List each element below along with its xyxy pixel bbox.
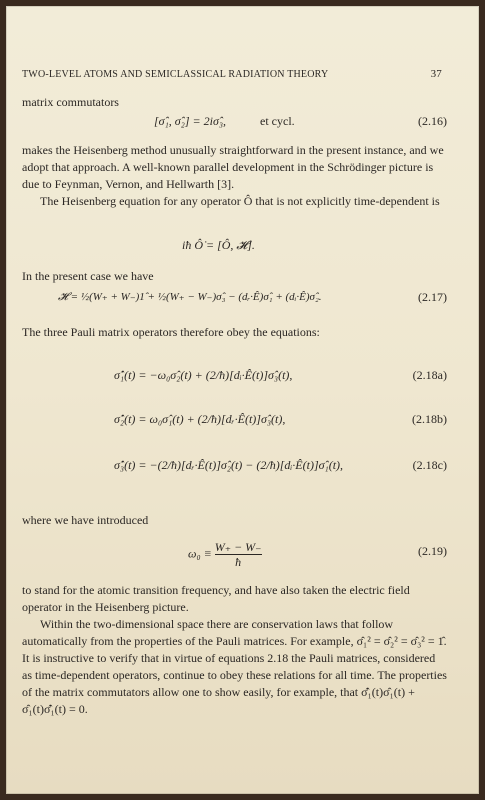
equation-2-18a-number: (2.18a): [412, 368, 447, 382]
equation-2-18c-number: (2.18c): [412, 458, 447, 472]
running-header: [22, 68, 442, 86]
equation-2-18a: [22, 368, 447, 390]
equation-2-19-numerator: W₊ − W₋: [214, 540, 262, 554]
paragraph-heisenberg-equation-intro: The Heisenberg equation for any operator Ô that is not explicitly time-dependent is: [40, 194, 440, 208]
page-number: 37: [430, 68, 442, 80]
equation-2-19: [22, 534, 447, 574]
paragraph-pauli-equations: The three Pauli matrix operators therefore obey the equations:: [22, 325, 320, 339]
paragraph-heisenberg-method: makes the Heisenberg method unusually straightforward in the present instance, and we adopt that approach. A well-known parallel development in the Schrödinger picture is due to Feynman, Vernon, and Hellwarth [3].: [22, 143, 444, 191]
book-page: [6, 6, 479, 794]
equation-2-19-lhs: ω₀ ≡: [188, 546, 212, 561]
paragraph-present-case: In the present case we have: [22, 269, 154, 283]
equation-2-17: [22, 290, 447, 312]
paragraph-transition-frequency: to stand for the atomic transition frequency, and have also taken the electric field operator in the Heisenberg picture.: [22, 583, 410, 614]
equation-2-18c-expr: σ̂̇₃(t) = −(2/ħ)[dᵣ·Ê(t)]σ̂₂(t) − (2/ħ)[dᵢ·Ê(t)]σ̂₁(t),: [114, 458, 344, 472]
equation-2-19-fraction: [215, 540, 262, 569]
equation-2-16-expr: [σ̂₁, σ̂₂] = 2iσ̂₃,: [154, 114, 227, 128]
equation-2-18b-number: (2.18b): [412, 412, 447, 426]
header-title: TWO-LEVEL ATOMS AND SEMICLASSICAL RADIATION THEORY: [22, 69, 329, 80]
equation-heisenberg: [22, 238, 447, 260]
equation-2-19-denominator: ħ: [235, 555, 242, 569]
paragraph-commutators: matrix commutators: [22, 95, 119, 109]
equation-2-17-expr: 𝓗 = ½(W₊ + W₋)1̂ + ½(W₊ − W₋)σ̂₃ − (dᵣ·Ê)σ̂₁ + (dᵢ·Ê)σ̂₂.: [58, 291, 322, 303]
equation-2-19-number: (2.19): [418, 544, 447, 558]
paragraph-introduced: where we have introduced: [22, 513, 149, 527]
equation-2-16: [22, 114, 447, 136]
equation-2-16-note: et cycl.: [260, 114, 295, 128]
equation-2-18b-expr: σ̂̇₂(t) = ω₀σ̂₁(t) + (2/ħ)[dᵣ·Ê(t)]σ̂₃(t),: [114, 412, 286, 426]
equation-2-16-number: (2.16): [418, 114, 447, 128]
equation-2-18c: [22, 458, 447, 480]
equation-2-18a-expr: σ̂̇₁(t) = −ω₀σ̂₂(t) + (2/ħ)[dᵢ·Ê(t)]σ̂₃(t),: [114, 368, 293, 382]
equation-heisenberg-expr: iħ Ô̇ = [Ô, 𝓗].: [182, 238, 255, 252]
equation-2-17-number: (2.17): [418, 290, 447, 304]
paragraph-conservation-laws: Within the two-dimensional space there are conservation laws that follow automatically from the properties of the Pauli matrices. For example, σ̂₁² = σ̂₂² = σ̂₃² = 1̂. It is instructive to verify that in virtue of equations 2.18 the Pauli matrices, considered as time-dependent operators, continue to obey these relations for all time. The properties of the matrix commutators allow one to show easily, for example, that σ̂̇₁(t)σ̂₁(t) + σ̂₁(t)σ̂̇₁(t) = 0.: [22, 617, 447, 716]
equation-2-18b: [22, 412, 447, 434]
